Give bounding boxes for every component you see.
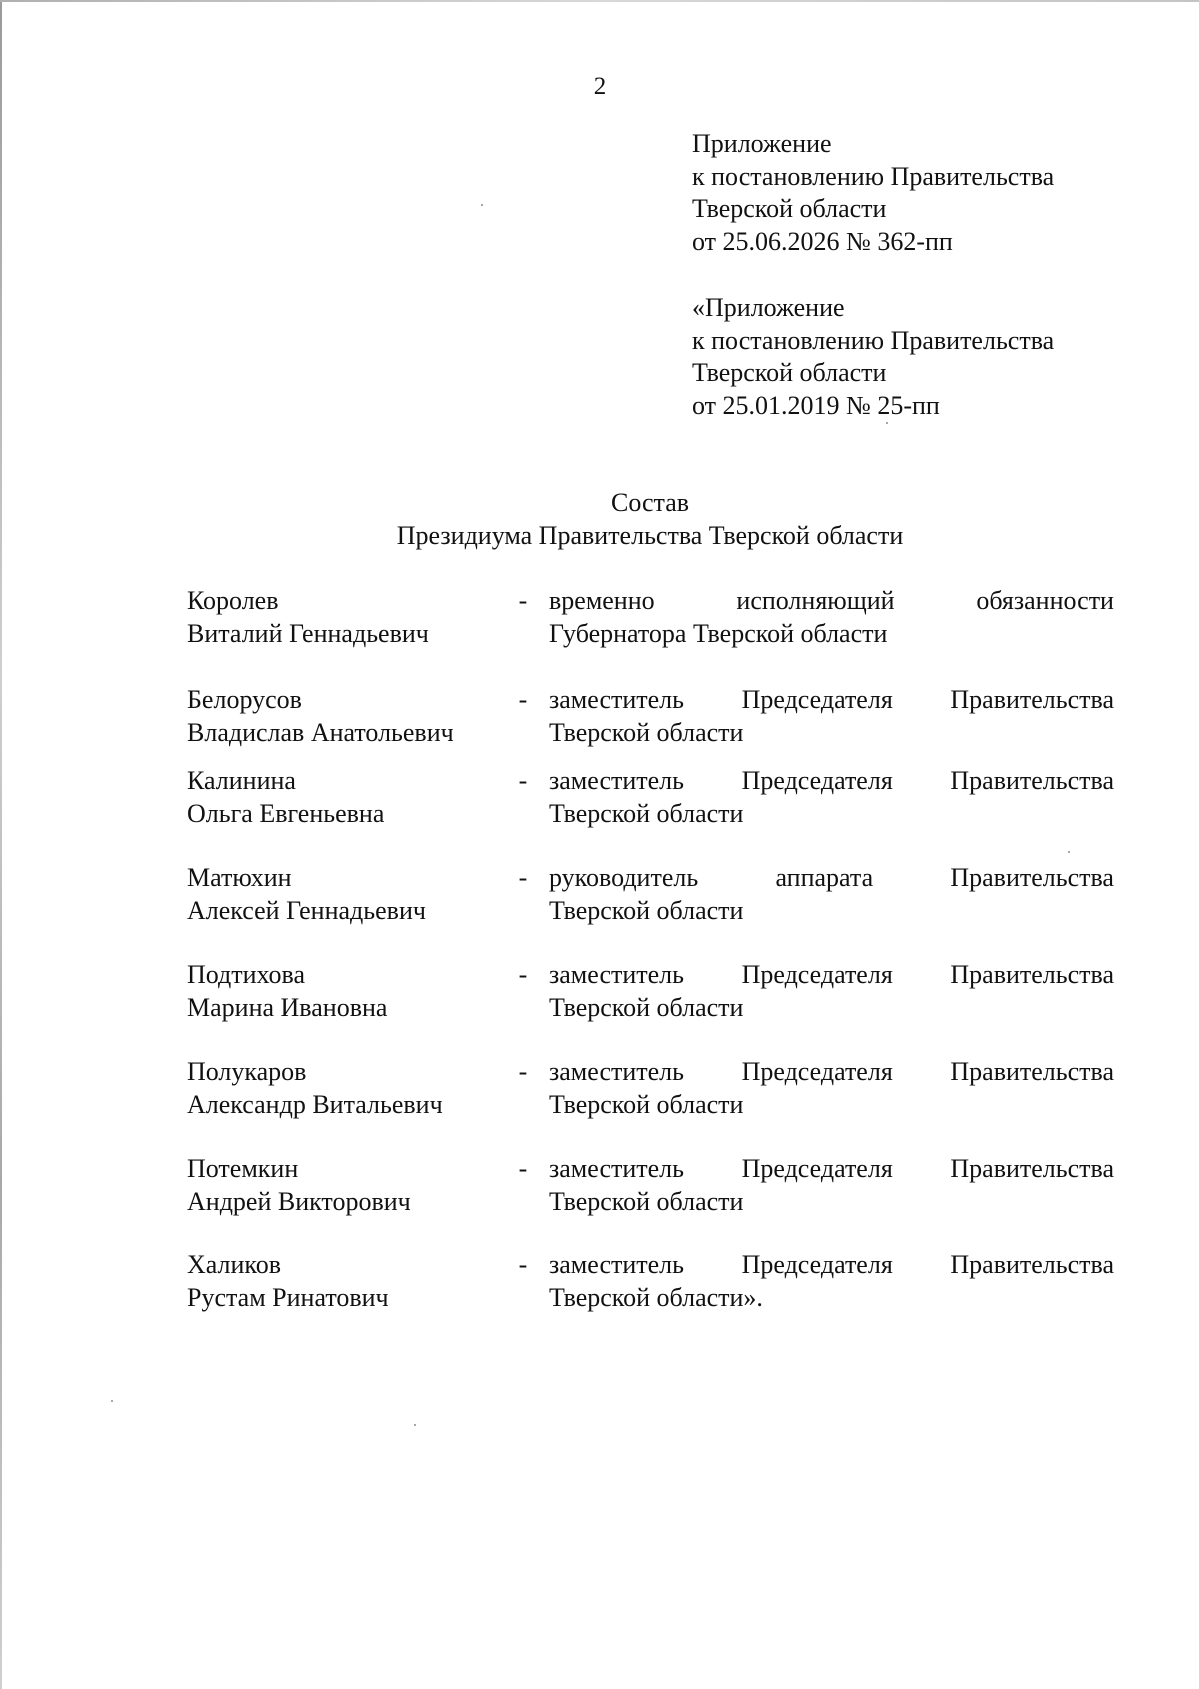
member-row xyxy=(187,764,1114,830)
member-surname: Халиков xyxy=(187,1250,282,1279)
member-row xyxy=(187,958,1114,1024)
position-line-2: Тверской области xyxy=(549,896,744,925)
position-line-2: Тверской области xyxy=(549,799,744,828)
position-line-1 xyxy=(549,1055,1114,1088)
member-name xyxy=(187,958,507,1024)
position-word: Правительства xyxy=(950,685,1114,714)
appendix-header-current xyxy=(692,128,1152,258)
position-word: Председателя xyxy=(741,685,893,714)
scan-speck xyxy=(111,1400,113,1402)
member-dash: - xyxy=(518,863,528,892)
member-surname: Калинина xyxy=(187,766,296,795)
member-given-names: Александр Витальевич xyxy=(187,1090,443,1119)
position-word: Правительства xyxy=(950,863,1114,892)
scan-speck xyxy=(1068,851,1070,853)
member-dash: - xyxy=(518,960,528,989)
member-dash: - xyxy=(518,685,528,714)
position-line-2: Тверской области». xyxy=(549,1283,763,1312)
position-word: Правительства xyxy=(950,1154,1114,1183)
position-line-1 xyxy=(549,764,1114,797)
member-row xyxy=(187,683,1114,749)
member-dash: - xyxy=(518,1057,528,1086)
member-position xyxy=(549,1248,1114,1314)
member-surname: Белорусов xyxy=(187,685,302,714)
member-dash: - xyxy=(518,1250,528,1279)
position-word: Правительства xyxy=(950,766,1114,795)
member-position xyxy=(549,683,1114,749)
member-given-names: Ольга Евгеньевна xyxy=(187,799,385,828)
position-line-1 xyxy=(549,584,1114,617)
member-dash: - xyxy=(518,586,528,615)
title-line-1: Состав xyxy=(610,488,690,517)
position-line-2: Губернатора Тверской области xyxy=(549,619,888,648)
appendix-line: от 25.01.2019 № 25-пп xyxy=(692,390,940,420)
member-row xyxy=(187,1152,1114,1218)
member-given-names: Марина Ивановна xyxy=(187,993,388,1022)
position-word: Председателя xyxy=(741,766,893,795)
position-word: Председателя xyxy=(741,1250,893,1279)
position-word: Председателя xyxy=(741,1057,893,1086)
member-given-names: Рустам Ринатович xyxy=(187,1283,389,1312)
position-word: обязанности xyxy=(976,586,1114,615)
position-word: Председателя xyxy=(741,1154,893,1183)
member-name xyxy=(187,683,507,749)
position-word: заместитель xyxy=(549,1057,685,1086)
scan-speck xyxy=(481,204,483,206)
member-surname: Подтихова xyxy=(187,960,306,989)
appendix-line: «Приложение xyxy=(692,293,845,322)
member-dash: - xyxy=(518,1154,528,1183)
position-word: заместитель xyxy=(549,1154,685,1183)
position-word: заместитель xyxy=(549,766,685,795)
position-line-2: Тверской области xyxy=(549,718,744,747)
page-number: 2 xyxy=(593,73,607,100)
position-word: Правительства xyxy=(950,1057,1114,1086)
position-line-1 xyxy=(549,683,1114,716)
member-surname: Полукаров xyxy=(187,1057,307,1086)
position-line-1 xyxy=(549,958,1114,991)
member-surname: Потемкин xyxy=(187,1154,299,1183)
member-surname: Королев xyxy=(187,586,279,615)
member-name xyxy=(187,584,507,650)
member-name xyxy=(187,1152,507,1218)
appendix-line: к постановлению Правительства xyxy=(692,161,1055,191)
position-word: аппарата xyxy=(775,863,874,892)
position-word: исполняющий xyxy=(736,586,895,615)
position-word: временно xyxy=(549,586,655,615)
member-given-names: Андрей Викторович xyxy=(187,1187,411,1216)
member-position xyxy=(549,861,1114,927)
member-given-names: Алексей Геннадьевич xyxy=(187,896,426,925)
appendix-header-original xyxy=(692,292,1152,422)
appendix-line: Тверской области xyxy=(692,358,887,387)
member-given-names: Владислав Анатольевич xyxy=(187,718,454,747)
scan-edge-top xyxy=(0,0,1200,2)
member-given-names: Виталий Геннадьевич xyxy=(187,619,429,648)
member-position xyxy=(549,1055,1114,1121)
document-title xyxy=(0,486,1200,552)
appendix-line: Приложение xyxy=(692,129,832,158)
member-position xyxy=(549,584,1114,650)
title-line-2: Президиума Правительства Тверской области xyxy=(396,521,904,550)
member-row xyxy=(187,1248,1114,1314)
scan-edge-left xyxy=(0,0,2,1689)
position-line-1 xyxy=(549,1152,1114,1185)
member-name xyxy=(187,1055,507,1121)
appendix-line: к постановлению Правительства xyxy=(692,325,1055,355)
position-word: руководитель xyxy=(549,863,699,892)
member-position xyxy=(549,764,1114,830)
position-line-2: Тверской области xyxy=(549,1090,744,1119)
member-name xyxy=(187,764,507,830)
member-name xyxy=(187,1248,507,1314)
appendix-line: от 25.06.2026 № 362-пп xyxy=(692,226,953,256)
member-row xyxy=(187,584,1114,650)
position-line-2: Тверской области xyxy=(549,993,744,1022)
position-word: Правительства xyxy=(950,1250,1114,1279)
position-word: заместитель xyxy=(549,685,685,714)
position-line-1 xyxy=(549,861,1114,894)
position-word: Председателя xyxy=(741,960,893,989)
scan-speck xyxy=(886,422,888,424)
position-word: заместитель xyxy=(549,1250,685,1279)
position-line-2: Тверской области xyxy=(549,1187,744,1216)
appendix-line: Тверской области xyxy=(692,194,887,223)
scan-speck xyxy=(414,1424,416,1426)
member-position xyxy=(549,1152,1114,1218)
member-row xyxy=(187,1055,1114,1121)
member-dash: - xyxy=(518,766,528,795)
member-row xyxy=(187,861,1114,927)
position-line-1 xyxy=(549,1248,1114,1281)
member-position xyxy=(549,958,1114,1024)
member-name xyxy=(187,861,507,927)
position-word: Правительства xyxy=(950,960,1114,989)
position-word: заместитель xyxy=(549,960,685,989)
member-surname: Матюхин xyxy=(187,863,292,892)
